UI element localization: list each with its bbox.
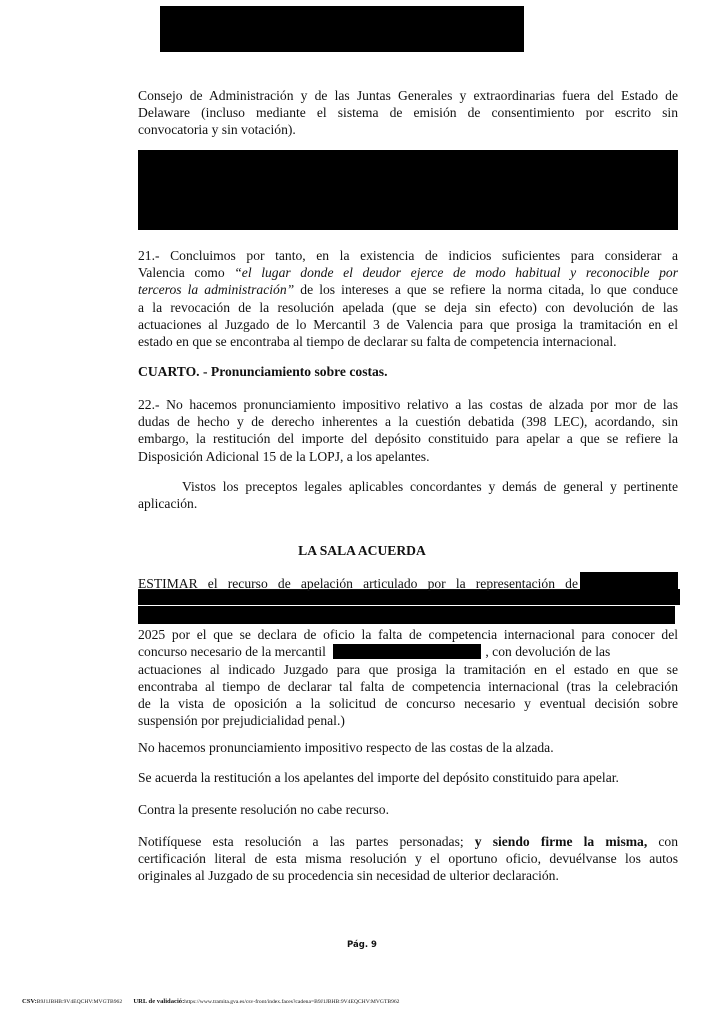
validation-url[interactable]: https://www.tramita.gva.es/csv-front/index.faces?cadena=B9J1JBHB:9V4EQCHV:MVGTB962: [184, 999, 400, 1005]
paragraph-notifiquese: Notifíquese esta resolución a las partes personadas; y siendo firme la misma, con certificación literal de esta misma resolución y el oportuno oficio, devuélvanse los autos originales al Juzgado de su procedencia sin necesidad de ulterior declaración.: [138, 834, 678, 884]
paragraph-delaware: Consejo de Administración y de las Juntas Generales y extraordinarias fuera del Estado de Delaware (incluso mediante el sistema de emisión de consentimiento por escrito sin convocatoria y sin votación).: [138, 88, 678, 138]
page-number: Pág. 9: [347, 940, 377, 950]
heading-cuarto: CUARTO. - Pronunciamiento sobre costas.: [138, 364, 388, 379]
redaction-company-name: [333, 644, 481, 659]
paragraph-no-recurso: Contra la presente resolución no cabe recurso.: [138, 802, 390, 817]
paragraph-21: 21.- Concluimos por tanto, en la existencia de indicios suficientes para considerar a Valencia como “el lugar donde el deudor ejerce de modo habitual y reconocible por terceros la administración” de los intereses a que se refiere la norma citada, lo que conduce a la revocación de la resolución apelada (que se deja sin efecto) con devolución de las actuaciones al Juzgado de lo Mercantil 3 de Valencia para que prosiga la tramitación en el estado en que se encontraba al tiempo de declarar su falta de competencia internacional.: [138, 248, 678, 350]
paragraph-22: 22.- No hacemos pronunciamiento impositivo relativo a las costas de alzada por mor de las dudas de hecho y de derecho inherentes a la cuestión debatida (398 LEC), acordando, sin embargo, la restitución del importe del depósito constituido para apelar a que se refiere la Disposición Adicional 15 de la LOPJ, a los apelantes.: [138, 397, 678, 464]
validation-footer: CSV:B9J1JBHB:9V4EQCHV:MVGTB962 URL de validació:https://www.tramita.gva.es/csv-front/index.faces?cadena=B9J1JBHB:9V4EQCHV:MVGTB962: [22, 998, 400, 1005]
heading-la-sala-acuerda: LA SALA ACUERDA: [298, 543, 426, 558]
redaction-block-middle: [138, 150, 678, 230]
paragraph-restitucion: Se acuerda la restitución a los apelantes del importe del depósito constituido para apelar.: [138, 770, 619, 785]
paragraph-no-costas: No hacemos pronunciamiento impositivo respecto de las costas de la alzada.: [138, 740, 554, 755]
paragraph-vistos: Vistos los preceptos legales aplicables concordantes y demás de general y pertinente aplicación.: [138, 479, 678, 512]
paragraph-estimar: ESTIMAR el recurso de apelación articulado por la representación de 2025 por el que se declara de oficio la falta de competencia internacional para conocer del concurso necesario de la mercantil , con devolución de las actuaciones al indicado Juzgado para que prosiga la tramitación en el estado en que se encontraba al tiempo de declarar tal falta de competencia internacional (tras la celebración de la vista de oposición a la solicitud de concurso necesario y eventual decisión sobre suspensión por prejudicialidad penal.): [138, 576, 678, 729]
redaction-top: [160, 6, 524, 52]
